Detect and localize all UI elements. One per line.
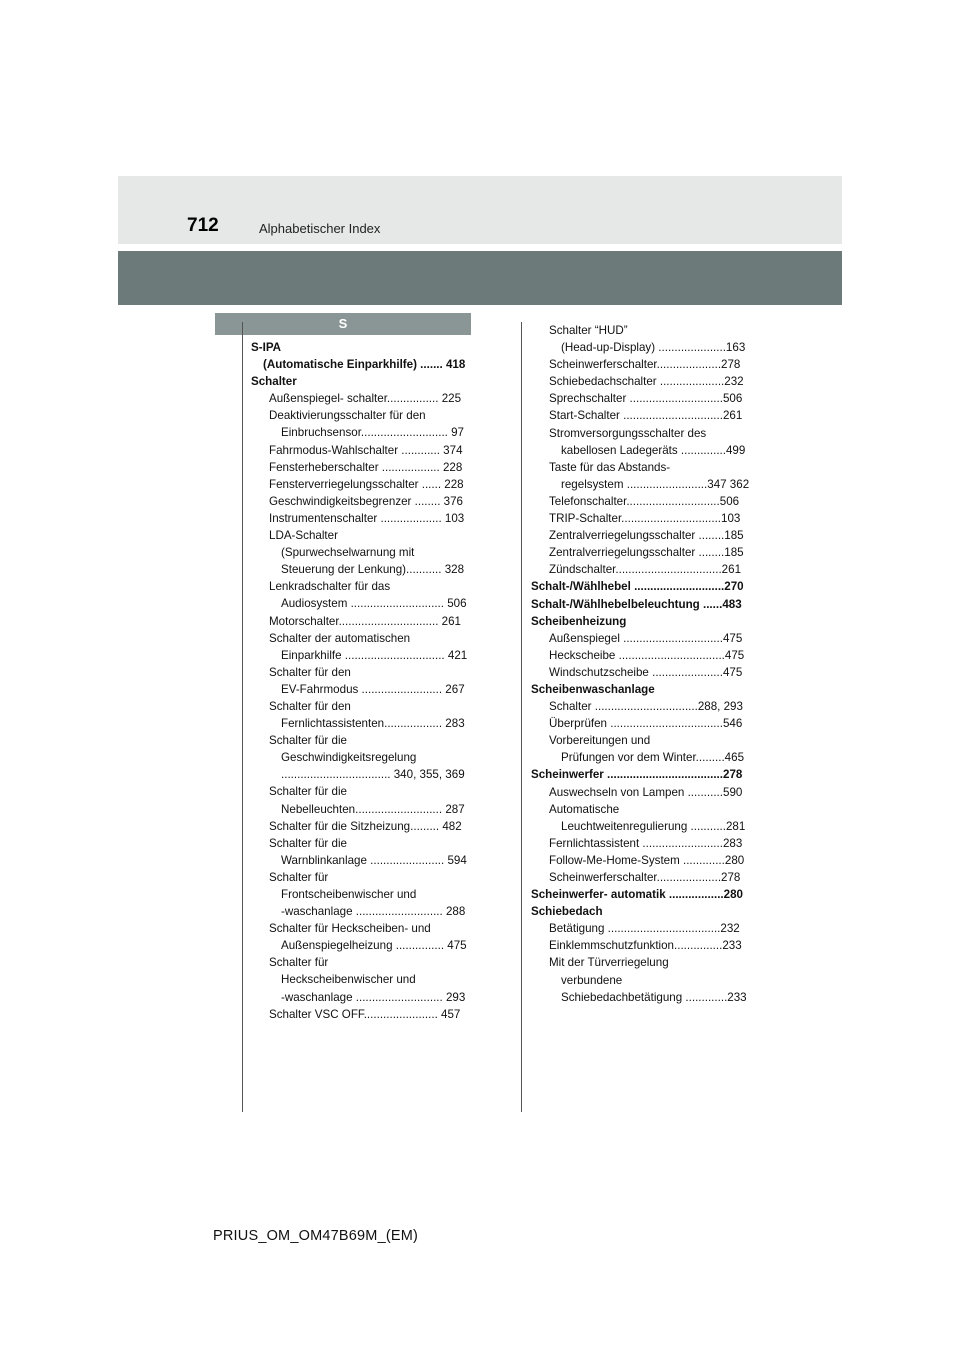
index-entry: Fensterverriegelungsschalter ...... 228 [269,477,464,491]
index-entry: Taste für das Abstands- [549,460,671,474]
index-entry: (Automatische Einparkhilfe) ....... 418 [263,358,466,372]
index-entry: S-IPA [251,341,282,354]
index-entry: Betätigung ...................................232 [549,922,740,936]
index-entry: kabellosen Ladegeräts ..............499 [561,443,746,457]
document-footer: PRIUS_OM_OM47B69M_(EM) [213,1228,419,1244]
index-entry: Deaktivierungsschalter für den [269,409,426,423]
index-entry: Follow-Me-Home-System .............280 [549,853,745,867]
index-entry: Schalter VSC OFF....................... 457 [269,1007,461,1021]
index-entry: Schalter für [269,870,329,884]
index-entry: Schiebedachbetätigung .............233 [561,990,747,1004]
index-entry: Schalter für den [269,665,351,679]
index-entry: Fernlichtassistenten.................. 283 [281,717,465,731]
index-entry: Windschutzscheibe ......................475 [549,665,743,679]
index-entry: Außenspiegel ...............................475 [549,631,743,645]
index-entry: Scheinwerfer ....................................278 [531,768,743,782]
index-entry: Fernlichtassistent .........................283 [549,836,743,850]
index-entry: Schalter ................................288, 293 [549,700,743,714]
index-entry: Außenspiegel- schalter................ 225 [269,392,462,406]
index-entry: -waschanlage ........................... 288 [281,905,466,919]
index-entry: Start-Schalter ...............................261 [549,409,743,423]
index-entry: Schalter für [269,956,329,970]
index-entry: .................................. 340, 355, 369 [281,768,465,782]
left-column-rule [242,322,243,1112]
index-entry: Geschwindigkeitsbegrenzer ........ 376 [269,494,463,508]
index-entry: Auswechseln von Lampen ...........590 [549,785,743,799]
index-entry: verbundene [561,973,623,987]
index-entry: Scheinwerfer- automatik .................280 [531,888,743,902]
index-entry: TRIP-Schalter...............................103 [549,512,741,526]
index-entry: Scheibenheizung [531,614,627,628]
header-dark-band [118,251,842,305]
index-entry: Scheinwerferschalter....................278 [549,871,741,884]
index-entry: Vorbereitungen und [549,734,651,748]
index-entry: Schalter für Heckscheiben- und [269,922,431,936]
index-entry: Einbruchsensor........................... 97 [281,426,465,440]
index-entry: Schalter für die [269,785,347,799]
index-entry: Schalter für den [269,699,351,713]
section-title: Alphabetischer Index [259,221,381,236]
index-entry: Einparkhilfe ............................... 421 [281,648,468,662]
index-entry: Schalter der automatischen [269,631,411,645]
index-entry: Schalter “HUD” [549,324,628,337]
index-entry: Zentralverriegelungsschalter ........185 [549,529,744,543]
index-entry: -waschanlage ........................... 293 [281,990,466,1004]
index-entry: Schalter für die [269,836,347,850]
index-entry: Leuchtweitenregulierung ...........281 [561,819,746,833]
index-entry: Geschwindigkeitsregelung [281,751,417,765]
index-letter-heading: S [215,313,471,335]
index-entry: Instrumentenschalter ................... 103 [269,511,465,525]
index-entry: Schiebedachschalter ....................232 [549,375,744,389]
index-entry: Fahrmodus-Wahlschalter ............ 374 [269,443,463,457]
index-entry: Zentralverriegelungsschalter ........185 [549,546,744,560]
index-entry: Schalt-/Wählhebel ............................270 [531,580,744,594]
index-entry: Stromversorgungsschalter des [549,426,707,440]
index-entry: Einklemmschutzfunktion...............233 [549,939,742,953]
index-entry: Lenkradschalter für das [269,580,391,594]
index-entry: Schalter [251,375,297,389]
index-entry: Schalt-/Wählhebelbeleuchtung ......483 [531,597,742,611]
index-entry: Motorschalter............................... 261 [269,614,462,628]
index-entry: Heckscheibe .................................475 [549,648,745,662]
page-number: 712 [187,215,219,236]
index-entry: Sprechschalter .............................506 [549,392,743,406]
index-entry: regelsystem .........................347 362 [561,477,750,491]
index-entry: Überprüfen ...................................546 [549,717,743,731]
index-entry: Scheinwerferschalter....................278 [549,358,741,372]
index-entry: Telefonschalter.............................506 [549,494,740,508]
index-entry: LDA-Schalter [269,529,338,543]
index-entry: Mit der Türverriegelung [549,956,669,970]
index-entry: Steuerung der Lenkung)........... 328 [281,563,465,577]
index-entry: Zündschalter.................................261 [549,563,742,577]
index-entry: Nebelleuchten........................... 287 [281,802,465,816]
index-entry: Außenspiegelheizung ............... 475 [281,939,467,953]
index-entry: Frontscheibenwischer und [281,888,417,901]
index-column-right [531,322,753,1006]
index-entry: Warnblinkanlage ....................... 594 [281,853,467,867]
index-entry: Audiosystem ............................. 506 [281,597,467,611]
right-column-rule [521,322,522,1112]
index-entry: Fensterheberschalter .................. 228 [269,460,463,474]
index-entry: Prüfungen vor dem Winter.........465 [561,751,745,765]
index-entry: Automatische [549,802,620,816]
index-entry: EV-Fahrmodus ......................... 267 [281,682,465,696]
index-entry: Schalter für die Sitzheizung......... 482 [269,819,462,833]
index-entry: (Head-up-Display) .....................163 [561,341,746,355]
header-band [118,176,842,244]
index-entry: Schiebedach [531,905,603,919]
index-entry: Scheibenwaschanlage [531,682,655,696]
index-entry: Heckscheibenwischer und [281,973,416,987]
index-entry: Schalter für die [269,734,347,748]
index-entry: (Spurwechselwarnung mit [281,546,415,560]
index-column-left [251,339,473,1023]
